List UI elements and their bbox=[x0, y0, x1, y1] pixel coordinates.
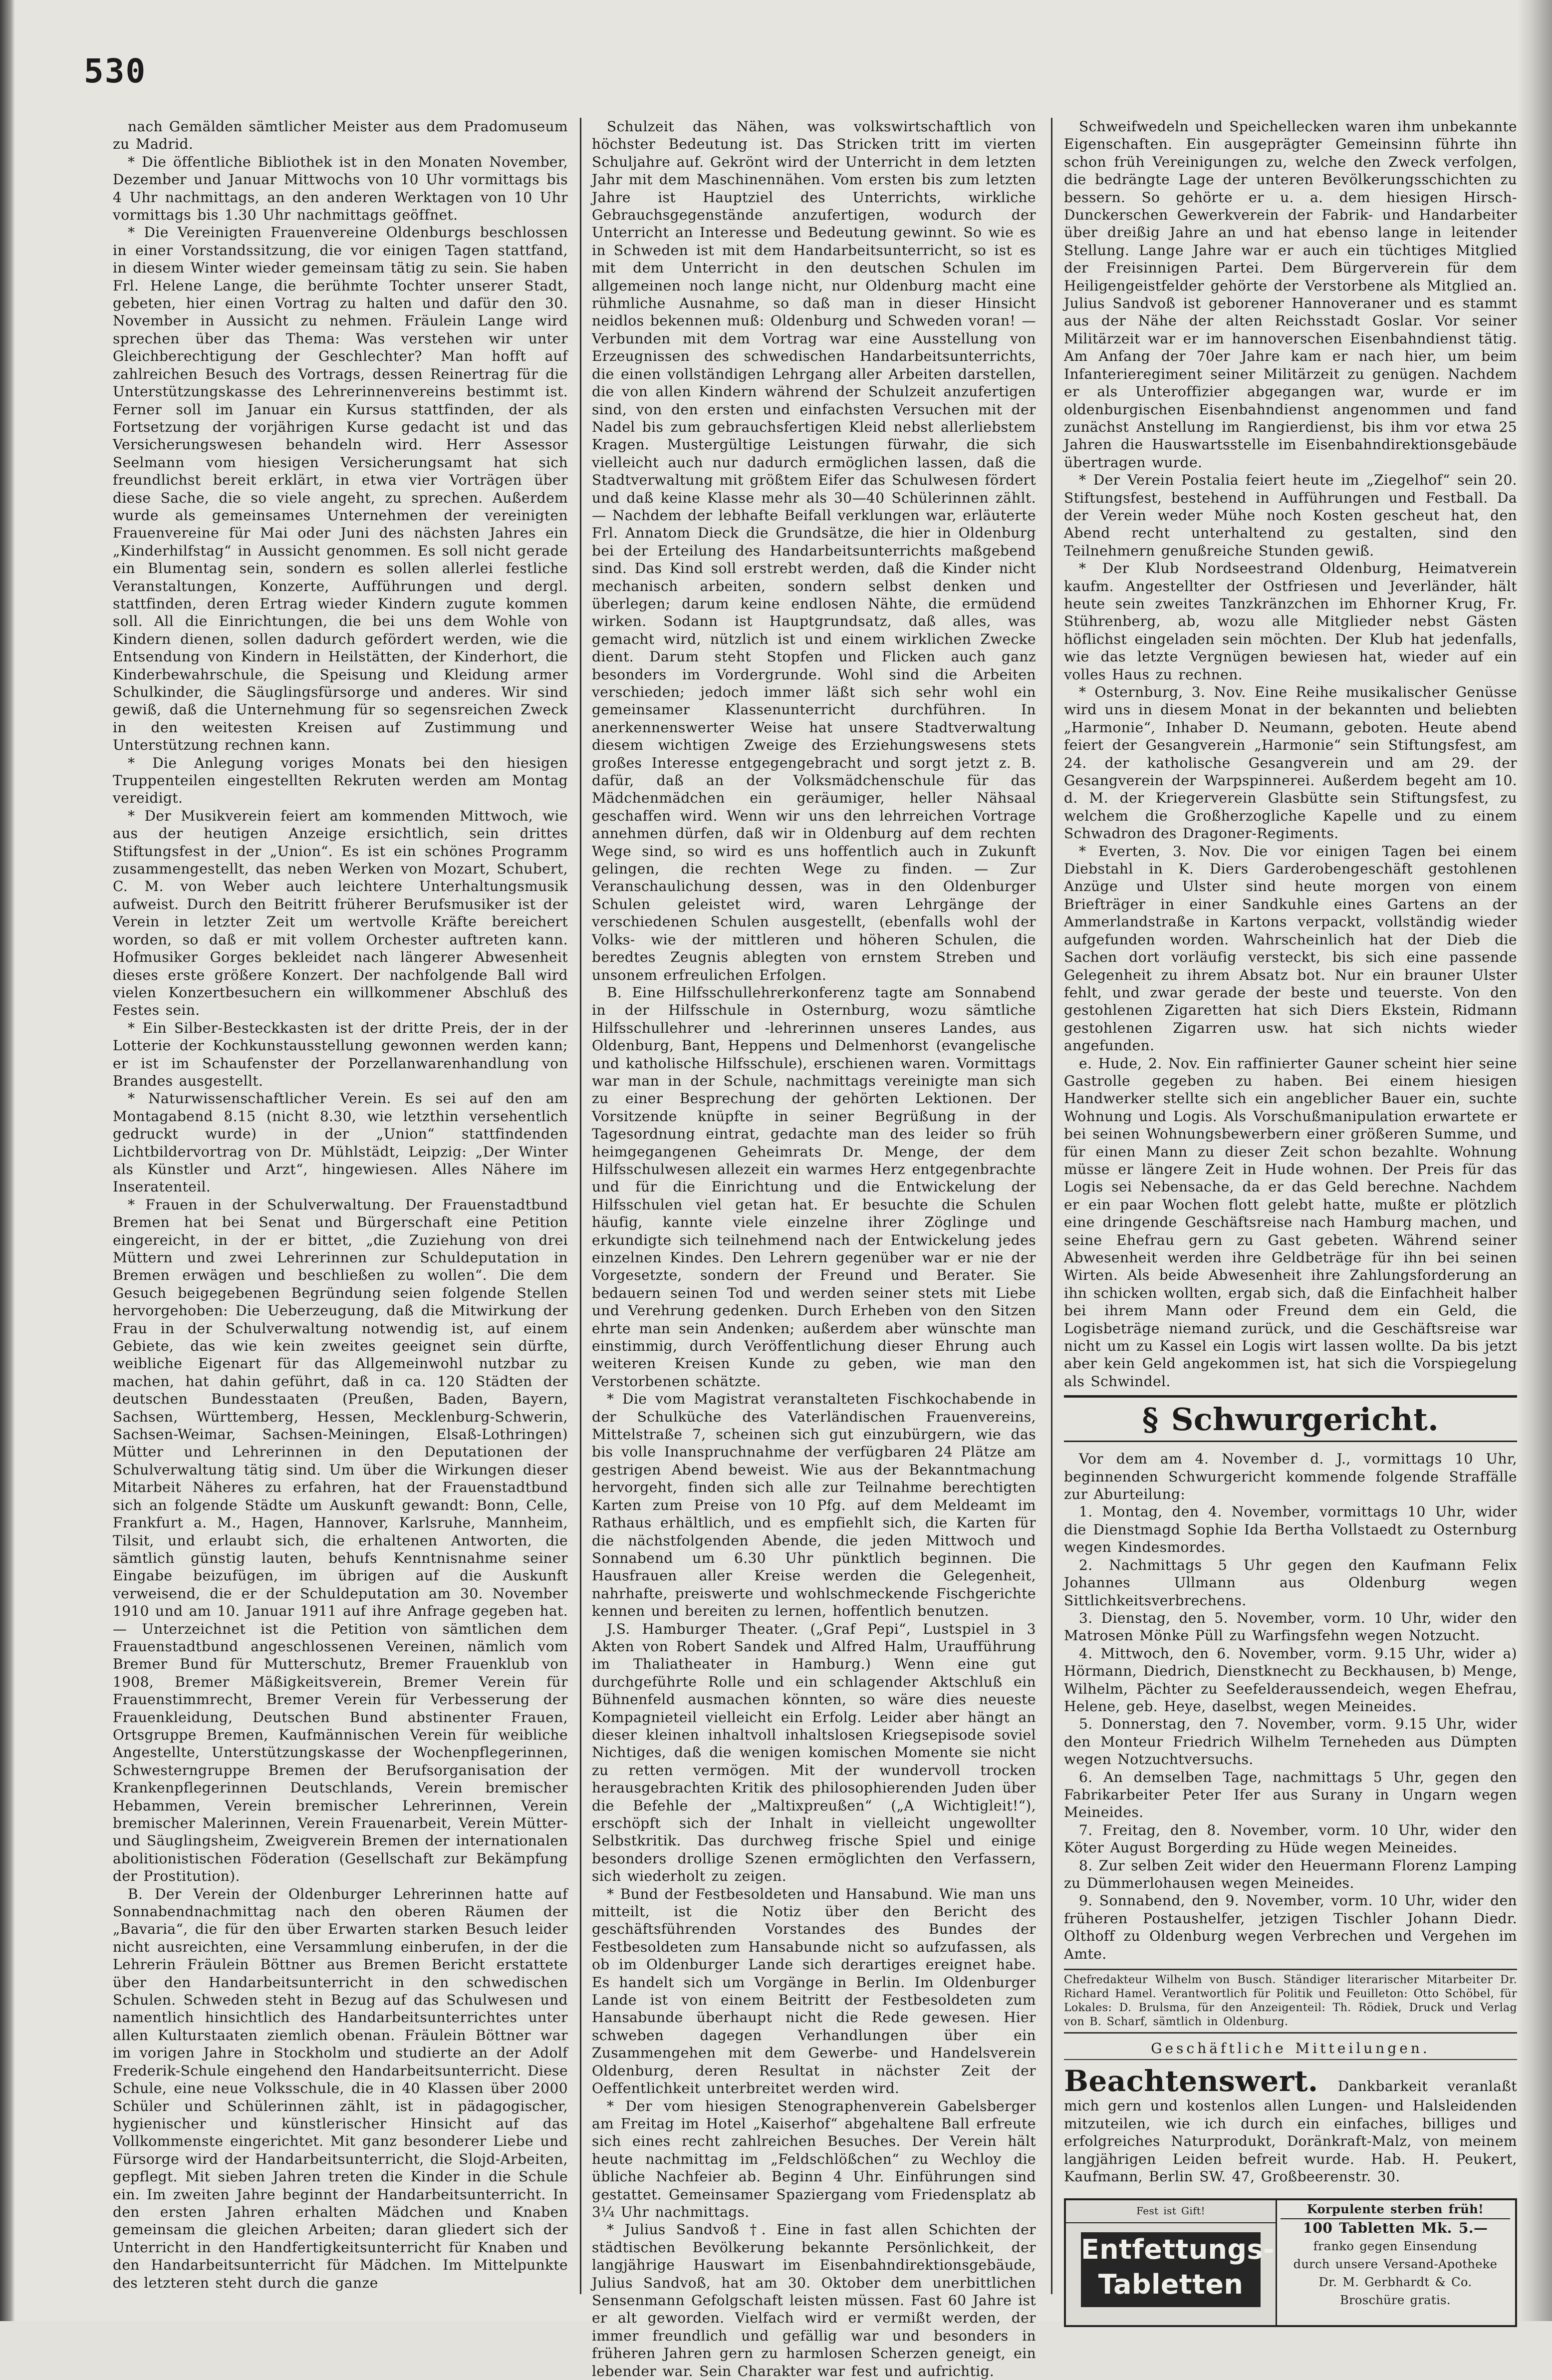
article-paragraph: * Der Musikverein feiert am kommenden Mittwoch, wie aus der heutigen Anzeige ersichtlich, sein drittes Stiftungsfest in der „Union“. Es ist ein schönes Programm zusammengestellt, das neben Werken von Mozart, Schubert, C. M. von Weber auch leichtere Unterhaltungsmusik aufweist. Durch den Beitritt früherer Berufsmusiker ist der Verein in letzter Zeit um wertvolle Kräfte bereichert worden, so daß er mit vollem Orchester auftreten kann. Hofmusiker Gorges bekleidet nach längerer Abwesenheit dieses erste größere Konzert. Der nachfolgende Ball wird vielen Konzertbesuchern ein willkommener Abschluß des Festes sein. bbox=[113, 807, 568, 1019]
ad-box-line: 100 Tabletten Mk. 5.— bbox=[1302, 2220, 1488, 2237]
article-paragraph: J.S. Hamburger Theater. („Graf Pepi“, Lustspiel in 3 Akten von Robert Sandek und Alfred Halm, Uraufführung im Thaliatheater in Hamburg.) Wenn eine gut durchgeführte Rolle und ein schlagender Aktschluß ein Bühnenfeld ausmachen könnten, so wäre dies neueste Kompagnieteil vielleicht ein Erfolg. Leider aber hängt an dieser kleinen inhaltvoll inhaltslosen Kriegsepisode soviel Nichtiges, daß die wenigen komischen Momente sie nicht zu retten vermögen. Mit der wundervoll trocken herausgebrachten Kritik des philosophierenden Juden über die Befehle der „Maltixpreußen“ („A Wichtigleit!“), erschöpft sich der Inhalt in vielleicht ungewollter Selbstkritik. Das durchweg frische Spiel und einige besonders drollige Szenen ermöglichten den Verfassern, sich wiederholt zu zeigen. bbox=[592, 1620, 1036, 1885]
imprint: Chefredakteur Wilhelm von Busch. Ständiger literarischer Mitarbeiter Dr. Richard Hamel. Verantwortlich für Politik und Feuilleton: Otto Schöbel, für Lokales: D. Brulsma, für den Anzeigenteil: Th. Rödiek, Druck und Verlag von B. Scharf, sämtlich in Oldenburg. bbox=[1064, 1969, 1517, 2034]
ad-box-line: Broschüre gratis. bbox=[1340, 2293, 1451, 2308]
article-paragraph: Schulzeit das Nähen, was volkswirtschaftlich von höchster Bedeutung ist. Das Stricken tritt im vierten Schuljahre auf. Gekrönt wird der Unterricht in dem letzten Jahr mit dem Maschinennähen. Vom ersten bis zum letzten Jahre ist Hauptziel des Unterrichts, wirkliche Gebrauchsgegenstände anzufertigen, wodurch der Unterricht an Interesse und Bedeutung gewinnt. So wie es in Schweden ist mit dem Handarbeitsunterricht, so ist es mit dem Unterricht in den deutschen Schulen im allgemeinen noch lange nicht, nur Oldenburg macht eine rühmliche Ausnahme, so daß man in dieser Hinsicht neidlos bekennen muß: Oldenburg und Schweden voran! — Verbunden mit dem Vortrag war eine Ausstellung von Erzeugnissen des schwedischen Handarbeitsunterrichts, die einen vollständigen Lehrgang aller Arbeiten darstellen, die von allen Kindern während der Schulzeit anzufertigen sind, von den ersten und einfachsten Versuchen mit der Nadel bis zum gebrauchsfertigen Kleid nebst allerliebstem Kragen. Mustergültige Leistungen fürwahr, die sich vielleicht auch nur dadurch ermöglichen lassen, daß die Stadtverwaltung mit größtem Eifer das Schulwesen fördert und daß keine Klasse mehr als 30—40 Schülerinnen zählt. — Nachdem der lebhafte Beifall verklungen war, erläuterte Frl. Annatom Dieck die Grundsätze, die hier in Oldenburg bei der Erteilung des Handarbeitsunterrichts maßgebend sind. Das Kind soll erstrebt werden, daß die Kinder nicht mechanisch arbeiten, sondern selbst denken und überlegen; darum keine endlosen Nähte, die ermüdend wirken. Sodann ist Hauptgrundsatz, daß alles, was gemacht wird, nützlich ist und einem wirklichen Zwecke dient. Darum steht Stopfen und Flicken auch ganz besonders im Vordergrunde. Wohl sind die Arbeiten verschieden; jedoch immer läßt sich sehr wohl ein gemeinsamer Klassenunterricht durchführen. In anerkennenswerter Weise hat unsere Stadtverwaltung diesem wichtigen Zweige des Erziehungswesens stets großes Interesse entgegengebracht und sorgt jetzt z. B. dafür, daß an der Volksmädchenschule für das Mädchenmädchen ein geräumiger, heller Nähsaal geschaffen wird. Wenn wir uns den lehrreichen Vortrage annehmen dürfen, daß wir in Oldenburg auf dem rechten Wege sind, so wird es uns hoffentlich auch in Zukunft gelingen, die rechten Wege zu finden. — Zur Veranschaulichung dessen, was in den Oldenburger Schulen geleistet wird, waren Lehrgänge der verschiedenen Schulen ausgestellt, (ebenfalls wohl der Volks- wie der mittleren und höheren Schulen, die beredtes Zeugnis ablegten von ernstem Streben und unsonem erfreulichen Erfolgen. bbox=[592, 118, 1036, 983]
court-section-heading: § Schwurgericht. bbox=[1064, 1395, 1517, 1442]
column-rule-2 bbox=[1051, 118, 1052, 2294]
article-paragraph: * Julius Sandvoß †. Eine in fast allen Schichten der städtischen Bevölkerung bekannte Persönlichkeit, der langjährige Hauswart im Eisenbahndirektionsgebäude, Julius Sandvoß, hat am 30. Oktober dem unerbittlichen Sensenmann Gefolgschaft leisten müssen. Fast 60 Jahre ist er alt geworden. Vielfach wird er vermißt werden, der immer freundlich und gefällig war und besonders in früheren Jahren gern zu harmlosen Scherzen geneigt, ein lebender war. Sein Charakter war fest und aufrichtig. bbox=[592, 2221, 1036, 2380]
court-paragraph: 7. Freitag, den 8. November, vorm. 10 Uhr, wider den Köter August Borgerding zu Hüde wegen Meineides. bbox=[1064, 1821, 1517, 1856]
article-paragraph: * Die Vereinigten Frauenvereine Oldenburgs beschlossen in einer Vorstandssitzung, die vor einigen Tagen stattfand, in diesem Winter wieder gemeinsam tätig zu sein. Sie haben Frl. Helene Lange, die berühmte Tochter unserer Stadt, gebeten, hier einen Vortrag zu halten und dafür den 30. November in Aussicht zu nehmen. Fräulein Lange wird sprechen über das Thema: Was verstehen wir unter Gleichberechtigung der Geschlechter? Man hofft auf zahlreichen Besuch des Vortrags, dessen Reinertrag für die Unterstützungskasse des Lehrerinnenvereins bestimmt ist. Ferner soll im Januar ein Kursus stattfinden, der als Fortsetzung der vorjährigen Kurse gedacht ist und das Versicherungswesen behandeln wird. Herr Assessor Seelmann vom hiesigen Versicherungsamt hat sich freundlichst bereit erklärt, in etwa vier Vorträgen über diese Sache, die so viele angeht, zu sprechen. Außerdem wurde als gemeinsames Unternehmen der vereinigten Frauenvereine für Mai oder Juni des nächsten Jahres ein „Kinderhilfstag“ in Aussicht genommen. Es soll nicht gerade ein Blumentag sein, sondern es sollen allerlei festliche Veranstaltungen, Konzerte, Aufführungen und dergl. stattfinden, deren Ertrag wieder Kindern zugute kommen soll. All die Einrichtungen, die bei uns dem Wohle von Kindern dienen, sollen dadurch gefördert werden, wie die Entsendung von Kindern in Heilstätten, der Kinderhort, die Kinderbewahrschule, die Speisung und Kleidung armer Schulkinder, die Säuglingsfürsorge und anderes. Wir sind gewiß, daß die Unternehmung für so segensreichen Zweck in den weitesten Kreisen auf Zustimmung und Unterstützung rechnen kann. bbox=[113, 224, 568, 754]
notices-title: Geschäftliche Mitteilungen. bbox=[1064, 2040, 1517, 2060]
ad-box-header-right: Korpulente sterben früh! bbox=[1281, 2200, 1510, 2219]
court-paragraph: 5. Donnerstag, den 7. November, vorm. 9.15 Uhr, wider den Monteur Friedrich Wilhelm Terneheden aus Dümpten wegen Notzuchtversuchs. bbox=[1064, 1716, 1517, 1768]
ad-logo bbox=[1081, 2232, 1275, 2307]
article-paragraph: * Die Anlegung voriges Monats bei den hiesigen Truppenteilen eingestellten Rekruten werden am Montag vereidigt. bbox=[113, 754, 568, 807]
article-paragraph: * Die öffentliche Bibliothek ist in den Monaten November, Dezember und Januar Mittwochs von 10 Uhr vormittags bis 4 Uhr nachmittags, an den anderen Werktagen von 10 Uhr vormittags bis 1.30 Uhr nachmittags geöffnet. bbox=[113, 153, 568, 224]
article-paragraph: * Der vom hiesigen Stenographenverein Gabelsberger am Freitag im Hotel „Kaiserhof“ abgehaltene Ball erfreute sich eines recht zahlreichen Besuches. Der Verein hält heute nachmittag im „Feldschlößchen“ zu Wechloy die übliche Nachfeier ab. Beginn 4 Uhr. Einführungen sind gestattet. Gemeinsamer Spaziergang vom Friedensplatz ab 3¼ Uhr nachmittags. bbox=[592, 2097, 1036, 2220]
article-paragraph: B. Eine Hilfsschullehrerkonferenz tagte am Sonnabend in der Hilfsschule in Osternburg, wozu sämtliche Hilfsschullehrer und -lehrerinnen unseres Landes, aus Oldenburg, Bant, Heppens und Delmenhorst (evangelische und katholische Hilfsschule), erschienen waren. Vormittags war man in der Schule, nachmittags vereinigte man sich zu einer Besprechung der gehörten Lektionen. Der Vorsitzende knüpfte in seiner Begrüßung in der Tagesordnung eintrat, gedachte man des leider so früh heimgegangenen Geheimrats Dr. Menge, der dem Hilfsschulwesen allezeit ein warmes Herz entgegenbrachte und für die Einrichtung und die Entwickelung der Hilfsschulen viel getan hat. Er besuchte die Schulen häufig, kannte viele einzelne ihrer Zöglinge und erkundigte sich teilnehmend nach der Entwickelung jedes einzelnen Kindes. Den Lehrern gegenüber war er nie der Vorgesetzte, sondern der Freund und Berater. Sie bedauern seinen Tod und werden seiner stets mit Liebe und Verehrung gedenken. Durch Erheben von den Sitzen ehrte man sein Andenken; außerdem aber wünschte man einstimmig, durch Veröffentlichung dieser Ehrung auch weiteren Kreisen Kunde zu geben, wie man den Verstorbenen schätzte. bbox=[592, 984, 1036, 1390]
article-paragraph: * Frauen in der Schulverwaltung. Der Frauenstadtbund Bremen hat bei Senat und Bürgerschaft eine Petition eingereicht, in der er bittet, „die Zuziehung von drei Müttern und zwei Lehrerinnen zur Schuldeputation in Bremen erwägen und beschließen zu wollen“. Die dem Gesuch beigegebenen Begründung seien folgende Stellen hervorgehoben: Die Ueberzeugung, daß die Mitwirkung der Frau in der Schulverwaltung notwendig ist, auf einem Gebiete, das wie kein zweites geeignet sein dürfte, weibliche Eigenart für das Allgemeinwohl nutzbar zu machen, hat dahin geführt, daß in ca. 120 Städten der deutschen Bundesstaaten (Preußen, Baden, Bayern, Sachsen, Württemberg, Hessen, Mecklenburg-Schwerin, Sachsen-Weimar, Sachsen-Meiningen, Elsaß-Lothringen) Mütter und Lehrerinnen in den Deputationen der Schulverwaltung tätig sind. Um über die Wirkungen dieser Mitarbeit Näheres zu erfahren, hat der Frauenstadtbund sich an folgende Städte um Auskunft gewandt: Bonn, Celle, Frankfurt a. M., Hagen, Hannover, Karlsruhe, Mannheim, Tilsit, und erlaubt sich, die erhaltenen Antworten, die sämtlich günstig lauten, behufs Kenntnisnahme seiner Eingabe beizufügen, im übrigen auf die Auskunft verweisend, die er der Schuldeputation am 30. November 1910 und am 10. Januar 1911 auf ihre Anfrage gegeben hat. — Unterzeichnet ist die Petition von sämtlichen dem Frauenstadtbund angeschlossenen Vereinen, nämlich vom Bremer Bund für Mutterschutz, Bremer Frauenklub von 1908, Bremer Mäßigkeitsverein, Bremer Verein für Frauenstimmrecht, Bremer Verein für Verbesserung der Frauenkleidung, Deutschen Bund abstinenter Frauen, Ortsgruppe Bremen, Kaufmännischen Verein für weibliche Angestellte, Unterstützungskasse der Wochenpflegerinnen, Schwesterngruppe Bremen der Berufsorganisation der Krankenpflegerinnen Deutschlands, Verein bremischer Hebammen, Verein bremischer Lehrerinnen, Verein bremischer Malerinnen, Verein Frauenarbeit, Verein Mütter- und Säuglingsheim, Zweigverein Bremen der internationalen abolitionistischen Föderation (Gesellschaft zur Bekämpfung der Prostitution). bbox=[113, 1196, 568, 1885]
article-paragraph: * Osternburg, 3. Nov. Eine Reihe musikalischer Genüsse wird uns in diesem Monat in der bekannten und beliebten „Harmonie“, Inhaber D. Neumann, geboten. Heute abend feiert der Gesangverein „Harmonie“ sein Stiftungsfest, am 24. der katholische Gesangverein und am 29. der Gesangverein der Warpspinnerei. Außerdem begeht am 10. d. M. der Kriegerverein Glasbütte sein Stiftungsfest, zu welchem die Großherzogliche Kapelle und zu einem Schwadron des Dragoner-Regiments. bbox=[1064, 684, 1517, 842]
column-rule-1 bbox=[580, 118, 581, 2294]
ad-headline: Beachtenswert. bbox=[1064, 2064, 1318, 2098]
ad-box-left bbox=[1066, 2200, 1277, 2325]
article-paragraph: * Naturwissenschaftlicher Verein. Es sei auf den am Montagabend 8.15 (nicht 8.30, wie letzthin versehentlich gedruckt wurde) in der „Union“ stattfindenden Lichtbildervortrag von Dr. Mühlstädt, Leipzig: „Der Winter als Künstler und Arzt“, hingewiesen. Alles Nähere im Inseratenteil. bbox=[113, 1090, 568, 1195]
court-paragraph: 4. Mittwoch, den 6. November, vorm. 9.15 Uhr, wider a) Hörmann, Diedrich, Dienstknecht zu Beckhausen, b) Menge, Wilhelm, Pächter zu Seefelderaussendeich, wegen Ehefrau, Helene, geb. Heye, daselbst, wegen Meineides. bbox=[1064, 1645, 1517, 1715]
article-paragraph: Schweifwedeln und Speichellecken waren ihm unbekannte Eigenschaften. Ein ausgeprägter Gemeinsinn führte ihn schon früh Vereinigungen zu, welche den Zweck verfolgen, die bedrängte Lage der unteren Bevölkerungsschichten zu bessern. So gehörte er u. a. dem hiesigen Hirsch-Dunckerschen Gewerkverein der Fabrik- und Handarbeiter über dreißig Jahre an und hat ebenso lange in leitender Stellung. Lange Jahre war er auch ein tüchtiges Mitglied der Freisinnigen Partei. Dem Bürgerverein für dem Heiligengeistfelder gehörte der Verstorbene als Mitglied an. Julius Sandvoß ist geborener Hannoveraner und es stammt aus der Nähe der alten Reichsstadt Goslar. Vor seiner Militärzeit war er im hannoverschen Eisenbahndienst tätig. Am Anfang der 70er Jahre kam er nach hier, um beim Infanterieregiment seiner Militärzeit zu genügen. Nachdem er als Unteroffizier abgegangen war, wurde er im oldenburgischen Eisenbahndienst angenommen und fand zunächst Anstellung im Rangierdienst, bis ihm vor etwa 25 Jahren die Hauswartsstelle im Eisenbahndirektionsgebäude übertragen wurde. bbox=[1064, 118, 1517, 471]
left-column bbox=[113, 118, 568, 2289]
court-paragraph: 8. Zur selben Zeit wider den Heuermann Florenz Lamping zu Dümmerlohausen wegen Meineides. bbox=[1064, 1857, 1517, 1891]
ad-box-header-left: Fest ist Gift! bbox=[1066, 2200, 1276, 2223]
article-paragraph: * Die vom Magistrat veranstalteten Fischkochabende in der Schulküche des Vaterländischen Frauenvereins, Mittelstraße 7, scheinen sich gut einzubürgern, wie das bis volle Inanspruchnahme der verfügbaren 24 Plätze am gestrigen Abend beweist. Wie aus der Bekanntmachung hervorgeht, finden sich alle zur Teilnahme berechtigten Karten zum Preise von 10 Pfg. auf dem Meldeamt im Rathaus erhältlich, und es empfiehlt sich, die Karten für die nächstfolgenden Abende, die jeden Mittwoch und Sonnabend um 6.30 Uhr pünktlich beginnen. Die Hausfrauen aller Kreise werden die Gelegenheit, nahrhafte, preiswerte und wohlschmeckende Fischgerichte kennen und bereiten zu lernen, hoffentlich benutzen. bbox=[592, 1391, 1036, 1620]
ad-text: Dankbarkeit veranlaßt mich gern und kostenlos allen Lungen- und Halsleidenden mitzuteilen, wie ich durch ein einfaches, billiges und erfolgreiches Naturprodukt, Doränkraft-Malz, von meinem langjährigen Leiden befreit wurde. Hab. H. Peukert, Kaufmann, Berlin SW. 47, Großbeerenstr. 30. bbox=[1064, 2078, 1517, 2185]
article-paragraph: * Der Verein Postalia feiert heute im „Ziegelhof“ sein 20. Stiftungsfest, bestehend in Aufführungen und Festball. Da der Verein weder Mühe noch Kosten gescheut hat, den Abend recht unterhaltend zu gestalten, sind den Teilnehmern genußreiche Stunden gewiß. bbox=[1064, 472, 1517, 559]
article-paragraph: * Ein Silber-Besteckkasten ist der dritte Preis, der in der Lotterie der Kochkunstausstellung gewonnen werden kann; er ist im Schaufenster der Porzellanwarenhandlung von Brandes ausgestellt. bbox=[113, 1019, 568, 1089]
ad-logo-line: Tabletten bbox=[1098, 2268, 1244, 2300]
ad-box-right bbox=[1281, 2200, 1510, 2325]
article-paragraph: * Der Klub Nordseestrand Oldenburg, Heimatverein kaufm. Angestellter der Ostfriesen und Jeverländer, hält heute sein zweites Tanzkränzchen im Ehhorner Krug, Fr. Stührenberg, ab, wozu alle Mitglieder nebst Gästen höflichst eingeladen sein möchten. Der Klub hat jedenfalls, wie das letzte Vergnügen bewiesen hat, wieder auf ein volles Haus zu rechnen. bbox=[1064, 560, 1517, 683]
ad-box-line: franko gegen Einsendung bbox=[1313, 2239, 1478, 2254]
article-paragraph: B. Der Verein der Oldenburger Lehrerinnen hatte auf Sonnabendnachmittag nach den oberen Räumen der „Bavaria“, die für den über Erwarten starken Besuch leider nicht ausreichten, eine Versammlung einberufen, in der die Lehrerin Fräulein Böttner aus Bremen Bericht erstattete über den Handarbeitsunterricht in den schwedischen Schulen. Schweden steht in Bezug auf das Schulwesen und namentlich hinsichtlich des Handarbeitsunterrichtes unter allen Kulturstaaten ziemlich obenan. Fräulein Böttner war im vorigen Jahre in Stockholm und studierte an der Adolf Frederik-Schule eingehend den Handarbeitsunterricht. Diese Schule, eine neue Volksschule, die in 40 Klassen über 2000 Schüler und Schülerinnen zählt, ist in pädagogischer, hygienischer und künstlerischer Hinsicht auf das Vollkommenste eingerichtet. Mit ganz besonderer Liebe und Fürsorge wird der Handarbeitsunterricht, die Slojd-Arbeiten, gepflegt. Mit sieben Jahren treten die Kinder in die Schule ein. Im zweiten Jahre beginnt der Handarbeitsunterricht. In den ersten Jahren erhalten Mädchen und Knaben gemeinsam die gleichen Arbeiten; daran gliedert sich der Unterricht in den Handfertigkeitsunterricht für Knaben und den Handarbeitsunterricht für Mädchen. Im Mittelpunkte des letzteren steht durch die ganze bbox=[113, 1885, 568, 2291]
article-paragraph: nach Gemälden sämtlicher Meister aus dem Pradomuseum zu Madrid. bbox=[113, 118, 568, 153]
ad-box-line: durch unsere Versand-Apotheke bbox=[1293, 2257, 1498, 2272]
ad-logo-line: Entfettungs- bbox=[1081, 2233, 1275, 2265]
article-paragraph: * Bund der Festbesoldeten und Hansabund. Wie man uns mitteilt, ist die Notiz über den Bericht des geschäftsführenden Vorstandes des Bundes der Festbesoldeten zum Hansabunde nicht so aufzufassen, als ob im Oldenburger Lande sich derartiges ereignet habe. Es handelt sich um Vorgänge in Berlin. Im Oldenburger Lande ist von einem Beitritt der Festbesoldeten zum Hansabunde überhaupt nicht die Rede gewesen. Hier schweben dagegen Verhandlungen über ein Zusammengehen mit dem Gewerbe- und Handelsverein Oldenburg, deren Resultat in nächster Zeit der Oeffentlichkeit unterbreitet werden wird. bbox=[592, 1885, 1036, 2097]
advertisement-box bbox=[1064, 2198, 1517, 2327]
court-paragraph: Vor dem am 4. November d. J., vormittags 10 Uhr, beginnenden Schwurgericht kommende folgende Straffälle zur Aburteilung: bbox=[1064, 1451, 1517, 1503]
page-number: 530 bbox=[84, 52, 147, 90]
page-scan-shadow-right bbox=[1517, 0, 1552, 2321]
court-paragraph: 9. Sonnabend, den 9. November, vorm. 10 Uhr, wider den früheren Postaushelfer, jetzigen Tischler Johann Diedr. Olthoff zu Oldenburg wegen Verbrechen und Vergehen im Amte. bbox=[1064, 1892, 1517, 1962]
page-scan-shadow-left bbox=[0, 0, 15, 2321]
court-paragraph: 1. Montag, den 4. November, vormittags 10 Uhr, wider die Dienstmagd Sophie Ida Bertha Vollstaedt zu Osternburg wegen Kindesmordes. bbox=[1064, 1503, 1517, 1556]
advertisement bbox=[1064, 2065, 1517, 2185]
article-paragraph: e. Hude, 2. Nov. Ein raffinierter Gauner scheint hier seine Gastrolle gegeben zu haben. Bei einem hiesigen Handwerker stellte sich ein angeblicher Bauer ein, suchte Wohnung und Logis. Als Vorschußmanipulation erwartete er bei seinen Wohnungsbewerbern einer größeren Summe, und für einen Mann zu dieser Zeit schon bezahlte. Wohnung müsse er längere Zeit in Hude wohnen. Der Preis für das Logis sei Nebensache, da er das Geld berechne. Nachdem er ein paar Wochen flott gelebt hatte, mußte er plötzlich eine dringende Geschäftsreise nach Hamburg machen, und seine Ehefrau gern zu Gast gebeten. Während seiner Abwesenheit werden ihre Geldbeträge für ihn bei seinen Wirten. Als beide Abwesenheit ihre Zahlungsforderung an ihn schicken wollten, ergab sich, daß die Einfachheit halber bei ihrem Mann oder Freund dem ein Geld, die Logisbeträge niemand zurück, und die Geschäftsreise war nicht um zu Kassel ein Logis wirt lassen wollte. Da bis jetzt aber kein Geld angekommen ist, hat sich die Vorspiegelung als Schwindel. bbox=[1064, 1055, 1517, 1390]
court-paragraph: 3. Dienstag, den 5. November, vorm. 10 Uhr, wider den Matrosen Mönke Püll zu Warfingsfehn wegen Notzucht. bbox=[1064, 1609, 1517, 1644]
right-column bbox=[1064, 118, 1517, 2308]
ad-box-line: Dr. M. Gerbhardt & Co. bbox=[1318, 2275, 1472, 2290]
court-paragraph: 2. Nachmittags 5 Uhr gegen den Kaufmann Felix Johannes Ullmann aus Oldenburg wegen Sittlichkeitsverbrechens. bbox=[1064, 1556, 1517, 1609]
middle-column bbox=[592, 118, 1036, 2380]
court-paragraph: 6. An demselben Tage, nachmittags 5 Uhr, gegen den Fabrikarbeiter Peter Ifer aus Surany in Ungarn wegen Meineides. bbox=[1064, 1769, 1517, 1821]
article-paragraph: * Everten, 3. Nov. Die vor einigen Tagen bei einem Diebstahl in K. Diers Garderobengeschäft gestohlenen Anzüge und Ulster sind heute morgen von einem Briefträger in einer Sandkuhle eines Gartens an der Ammerlandstraße in Kartons verpackt, vollständig wieder aufgefunden worden. Wahrscheinlich hat der Dieb die Sachen dort vorläufig versteckt, bis sich eine passende Gelegenheit zu ihrem Absatz bot. Nur ein brauner Ulster fehlt, und zwar gerade der beste und teuerste. Von den gestohlenen Zigaretten hat sich Diers Ekstein, Ridmann gestohlenen Zigarren usw. hat sich nichts wieder angefunden. bbox=[1064, 843, 1517, 1054]
